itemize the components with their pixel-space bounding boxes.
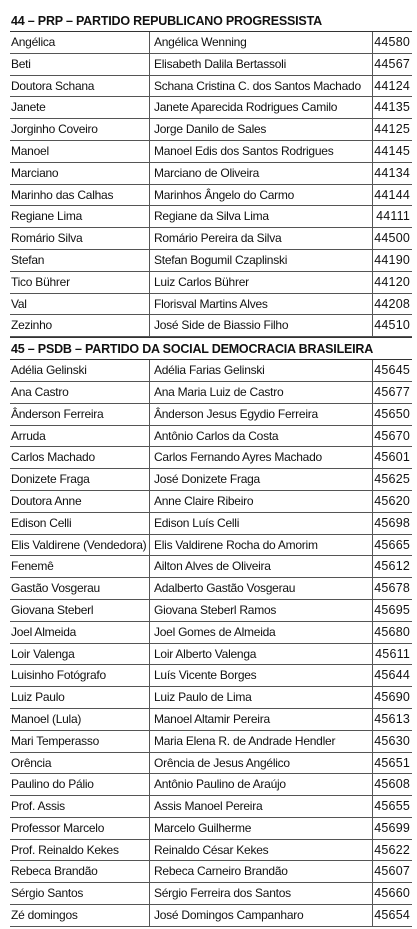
candidate-number: 45611 (375, 646, 410, 661)
candidate-number: 45645 (374, 363, 410, 378)
candidate-number: 45650 (374, 406, 410, 421)
candidate-number: 45612 (374, 559, 410, 574)
candidate-nickname: Zezinho (10, 315, 150, 336)
candidate-number: 45607 (374, 864, 410, 879)
table-row (10, 163, 412, 185)
candidate-nickname: Jorginho Coveiro (10, 119, 150, 140)
table-row (10, 535, 412, 557)
candidate-nickname: Joel Almeida (10, 622, 150, 643)
candidate-nickname: Adélia Gelinski (10, 360, 150, 381)
candidate-nickname: Manoel (10, 141, 150, 162)
table-row (10, 513, 412, 535)
candidate-number: 44124 (374, 78, 410, 93)
table-row (10, 665, 412, 687)
table-row (10, 404, 412, 426)
table-row (10, 469, 412, 491)
candidate-number: 45654 (374, 908, 410, 923)
table-row (10, 731, 412, 753)
candidate-nickname: Tico Bührer (10, 272, 150, 293)
candidate-nickname: Orência (10, 753, 150, 774)
candidate-full-name: Anne Claire Ribeiro (150, 491, 373, 512)
candidate-number: 44135 (374, 100, 410, 115)
candidate-number: 45620 (374, 493, 410, 508)
table-row (10, 272, 412, 294)
candidate-nickname: Prof. Reinaldo Kekes (10, 840, 150, 861)
candidate-number: 44208 (374, 296, 410, 311)
candidate-nickname: Mari Temperasso (10, 731, 150, 752)
candidate-nickname: Doutora Anne (10, 491, 150, 512)
candidate-nickname: Ânderson Ferreira (10, 404, 150, 425)
candidate-full-name: Marinhos Ângelo do Carmo (150, 185, 373, 206)
candidate-full-name: Orência de Jesus Angélico (150, 753, 373, 774)
table-row (10, 644, 412, 666)
candidate-full-name: Romário Pereira da Silva (150, 228, 373, 249)
table-row (10, 905, 412, 927)
candidate-nickname: Regiane Lima (10, 206, 150, 227)
table-row (10, 97, 412, 119)
candidate-number: 45660 (374, 886, 410, 901)
candidate-nickname: Carlos Machado (10, 447, 150, 468)
candidate-nickname: Zé domingos (10, 905, 150, 926)
candidate-number: 44111 (376, 209, 410, 224)
candidate-nickname: Sérgio Santos (10, 883, 150, 904)
party-header: 45 – PSDB – PARTIDO DA SOCIAL DEMOCRACIA BRASILEIRA (10, 337, 412, 360)
candidate-full-name: Ana Maria Luiz de Castro (150, 382, 373, 403)
candidate-number: 44144 (374, 187, 410, 202)
candidate-number: 45622 (374, 842, 410, 857)
candidate-number: 45698 (374, 515, 410, 530)
candidate-number: 45690 (374, 690, 410, 705)
table-row (10, 818, 412, 840)
candidate-number: 44510 (374, 318, 410, 333)
table-row (10, 491, 412, 513)
candidate-nickname: Edison Celli (10, 513, 150, 534)
candidate-nickname: Manoel (Lula) (10, 709, 150, 730)
candidate-nickname: Stefan (10, 250, 150, 271)
candidate-nickname: Doutora Schana (10, 76, 150, 97)
candidate-full-name: Florisval Martins Alves (150, 294, 373, 315)
candidate-full-name: Antônio Carlos da Costa (150, 426, 373, 447)
table-row (10, 753, 412, 775)
table-row (10, 32, 412, 54)
candidate-number: 44190 (374, 252, 410, 267)
candidate-full-name: Joel Gomes de Almeida (150, 622, 373, 643)
table-row (10, 228, 412, 250)
candidate-number: 45644 (374, 668, 410, 683)
table-row (10, 687, 412, 709)
candidate-full-name: Edison Luís Celli (150, 513, 373, 534)
candidate-full-name: Luiz Carlos Bührer (150, 272, 373, 293)
candidate-full-name: Maria Elena R. de Andrade Hendler (150, 731, 373, 752)
candidate-nickname: Ana Castro (10, 382, 150, 403)
candidate-number: 45608 (374, 777, 410, 792)
candidate-number: 45680 (374, 624, 410, 639)
table-row (10, 447, 412, 469)
candidate-full-name: Carlos Fernando Ayres Machado (150, 447, 373, 468)
candidate-full-name: Rebeca Carneiro Brandão (150, 861, 373, 882)
candidate-nickname: Beti (10, 54, 150, 75)
table-row (10, 185, 412, 207)
table-row (10, 119, 412, 141)
candidate-full-name: Angélica Wenning (150, 32, 373, 53)
candidate-nickname: Paulino do Pálio (10, 774, 150, 795)
candidate-full-name: Assis Manoel Pereira (150, 796, 373, 817)
candidate-number: 45695 (374, 602, 410, 617)
candidate-nickname: Gastão Vosgerau (10, 578, 150, 599)
candidate-number: 45678 (374, 581, 410, 596)
candidate-nickname: Luiz Paulo (10, 687, 150, 708)
table-row (10, 709, 412, 731)
party-header: 44 – PRP – PARTIDO REPUBLICANO PROGRESSISTA (10, 10, 412, 32)
candidate-number: 45655 (374, 799, 410, 814)
candidate-number: 45665 (374, 537, 410, 552)
candidate-full-name: Giovana Steberl Ramos (150, 600, 373, 621)
table-row (10, 578, 412, 600)
table-row (10, 360, 412, 382)
candidate-nickname: Luisinho Fotógrafo (10, 665, 150, 686)
candidate-nickname: Arruda (10, 426, 150, 447)
candidate-full-name: Ânderson Jesus Egydio Ferreira (150, 404, 373, 425)
candidate-full-name: Ailton Alves de Oliveira (150, 556, 373, 577)
candidate-full-name: Sérgio Ferreira dos Santos (150, 883, 373, 904)
candidate-number: 44134 (374, 165, 410, 180)
table-row (10, 294, 412, 316)
candidate-nickname: Prof. Assis (10, 796, 150, 817)
table-row (10, 426, 412, 448)
candidate-number: 45670 (374, 428, 410, 443)
candidate-number: 45630 (374, 733, 410, 748)
candidate-nickname: Fenemê (10, 556, 150, 577)
candidate-full-name: Loir Alberto Valenga (150, 644, 373, 665)
candidate-full-name: Adélia Farias Gelinski (150, 360, 373, 381)
table-row (10, 382, 412, 404)
candidate-nickname: Loir Valenga (10, 644, 150, 665)
candidate-nickname: Donizete Fraga (10, 469, 150, 490)
candidate-full-name: Adalberto Gastão Vosgerau (150, 578, 373, 599)
candidate-full-name: Elis Valdirene Rocha do Amorim (150, 535, 373, 556)
candidate-number: 44120 (374, 274, 410, 289)
candidate-full-name: Janete Aparecida Rodrigues Camilo (150, 97, 373, 118)
candidate-full-name: José Donizete Fraga (150, 469, 373, 490)
candidate-number: 45601 (374, 450, 410, 465)
candidate-number: 44567 (374, 56, 410, 71)
candidate-nickname: Romário Silva (10, 228, 150, 249)
candidate-number: 45677 (374, 384, 410, 399)
candidate-number: 44145 (374, 143, 410, 158)
candidate-full-name: Regiane da Silva Lima (150, 206, 373, 227)
candidate-number: 45651 (374, 755, 410, 770)
table-row (10, 54, 412, 76)
candidate-full-name: Luís Vicente Borges (150, 665, 373, 686)
table-row (10, 774, 412, 796)
candidate-nickname: Professor Marcelo (10, 818, 150, 839)
candidate-nickname: Janete (10, 97, 150, 118)
candidate-full-name: Schana Cristina C. dos Santos Machado (150, 76, 373, 97)
table-row (10, 883, 412, 905)
candidate-full-name: Marciano de Oliveira (150, 163, 373, 184)
candidate-full-name: Stefan Bogumil Czaplinski (150, 250, 373, 271)
candidate-full-name: José Side de Biassio Filho (150, 315, 373, 336)
candidate-number: 44580 (374, 35, 410, 49)
candidate-nickname: Marinho das Calhas (10, 185, 150, 206)
table-row (10, 556, 412, 578)
table-row (10, 840, 412, 862)
candidate-full-name: Manoel Edis dos Santos Rodrigues (150, 141, 373, 162)
candidate-number: 45625 (374, 472, 410, 487)
table-row (10, 250, 412, 272)
candidate-nickname: Giovana Steberl (10, 600, 150, 621)
table-row (10, 600, 412, 622)
candidate-full-name: Reinaldo César Kekes (150, 840, 373, 861)
candidate-full-name: Antônio Paulino de Araújo (150, 774, 373, 795)
candidate-full-name: Luiz Paulo de Lima (150, 687, 373, 708)
candidate-nickname: Rebeca Brandão (10, 861, 150, 882)
candidate-full-name: Jorge Danilo de Sales (150, 119, 373, 140)
table-row (10, 861, 412, 883)
candidate-full-name: Marcelo Guilherme (150, 818, 373, 839)
candidate-full-name: José Domingos Campanharo (150, 905, 373, 926)
table-row (10, 622, 412, 644)
candidate-full-name: Manoel Altamir Pereira (150, 709, 373, 730)
candidate-nickname: Angélica (10, 32, 150, 53)
candidate-nickname: Marciano (10, 163, 150, 184)
candidate-full-name: Elisabeth Dalila Bertassoli (150, 54, 373, 75)
table-row (10, 206, 412, 228)
table-row (10, 315, 412, 337)
candidate-number: 45699 (374, 820, 410, 835)
table-row (10, 796, 412, 818)
party-sections (10, 10, 412, 927)
candidate-nickname: Elis Valdirene (Vendedora) (10, 535, 150, 556)
candidate-number: 44500 (374, 231, 410, 246)
table-row (10, 141, 412, 163)
candidate-nickname: Val (10, 294, 150, 315)
candidate-number: 45613 (374, 711, 410, 726)
candidate-number: 44125 (374, 122, 410, 137)
table-row (10, 76, 412, 98)
